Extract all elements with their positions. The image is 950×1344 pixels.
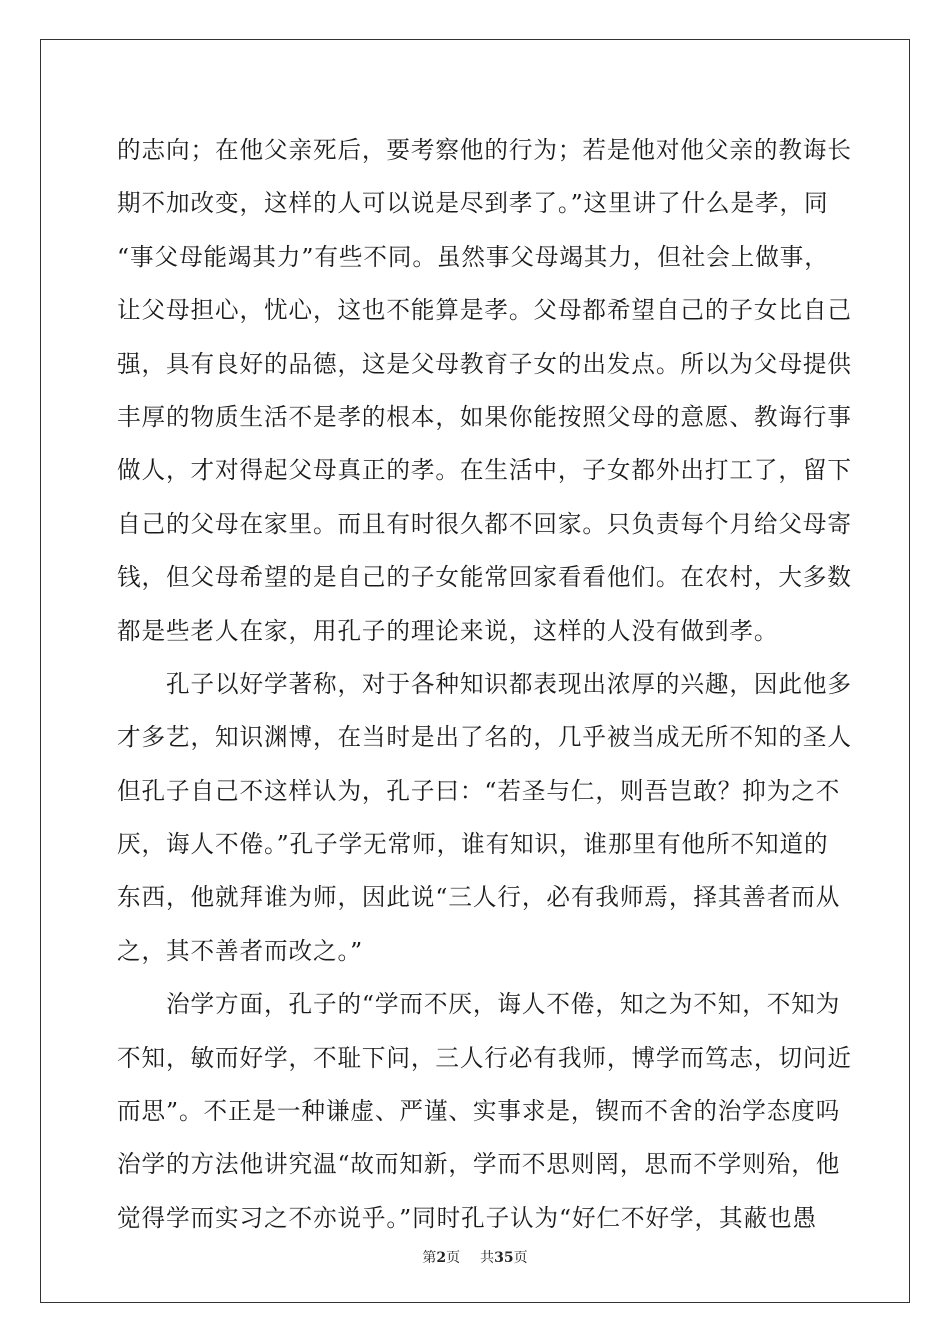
- text-line: 期不加改变，这样的人可以说是尽到孝了。”这里讲了什么是孝，同: [117, 189, 829, 218]
- total-prefix: 共: [480, 1250, 495, 1266]
- text-line: 孔子以好学著称，对于各种知识都表现出浓厚的兴趣，因此他多: [117, 669, 852, 698]
- page-suffix: 页: [446, 1250, 461, 1266]
- text-line: 丰厚的物质生活不是孝的根本，如果你能按照父母的意愿、教诲行事: [117, 402, 852, 431]
- text-line: 但孔子自己不这样认为，孔子曰：“若圣与仁，则吾岂敢？抑为之不: [117, 776, 841, 805]
- paragraph-3: [117, 978, 852, 1245]
- page-footer: [0, 1247, 950, 1267]
- text-line: 才多艺，知识渊博，在当时是出了名的，几乎被当成无所不知的圣人: [117, 723, 852, 752]
- text-line: 之，其不善者而改之。”: [117, 936, 364, 965]
- document-body: [117, 124, 852, 1245]
- paragraph-2: [117, 658, 852, 978]
- text-line: 强，具有良好的品德，这是父母教育子女的出发点。所以为父母提供: [117, 349, 852, 378]
- text-line: 做人，才对得起父母真正的孝。在生活中，子女都外出打工了，留下: [117, 456, 852, 485]
- page-prefix: 第: [422, 1250, 437, 1266]
- text-line: 而思”。不正是一种谦虚、严谨、实事求是，锲而不舍的治学态度吗: [117, 1097, 841, 1126]
- text-line: 自己的父母在家里。而且有时很久都不回家。只负责每个月给父母寄: [117, 509, 852, 538]
- text-line: 厌，诲人不倦。”孔子学无常师，谁有知识，谁那里有他所不知道的: [117, 830, 829, 859]
- page-number: 2: [436, 1250, 447, 1266]
- text-line: 让父母担心，忧心，这也不能算是孝。父母都希望自己的子女比自己: [117, 296, 852, 325]
- text-line: 不知，敏而好学，不耻下问，三人行必有我师，博学而笃志，切问近: [117, 1043, 852, 1072]
- text-line: 东西，他就拜谁为师，因此说“三人行，必有我师焉，择其善者而从: [117, 883, 841, 912]
- text-line: 治学方面，孔子的“学而不厌，诲人不倦，知之为不知，不知为: [117, 990, 841, 1019]
- text-line: 都是些老人在家，用孔子的理论来说，这样的人没有做到孝。: [117, 616, 779, 645]
- text-line: 钱，但父母希望的是自己的子女能常回家看看他们。在农村，大多数: [117, 563, 852, 592]
- total-suffix: 页: [513, 1250, 528, 1266]
- text-line: “事父母能竭其力”有些不同。虽然事父母竭其力，但社会上做事，: [117, 242, 829, 271]
- text-line: 治学的方法他讲究温“故而知新，学而不思则罔，思而不学则殆，他: [117, 1150, 841, 1179]
- text-line: 的志向；在他父亲死后，要考察他的行为；若是他对他父亲的教诲长: [117, 136, 852, 164]
- total-pages: 35: [494, 1250, 514, 1266]
- text-line: 觉得学而实习之不亦说乎。”同时孔子认为“好仁不好学，其蔽也愚: [117, 1203, 817, 1232]
- paragraph-1: [117, 124, 852, 658]
